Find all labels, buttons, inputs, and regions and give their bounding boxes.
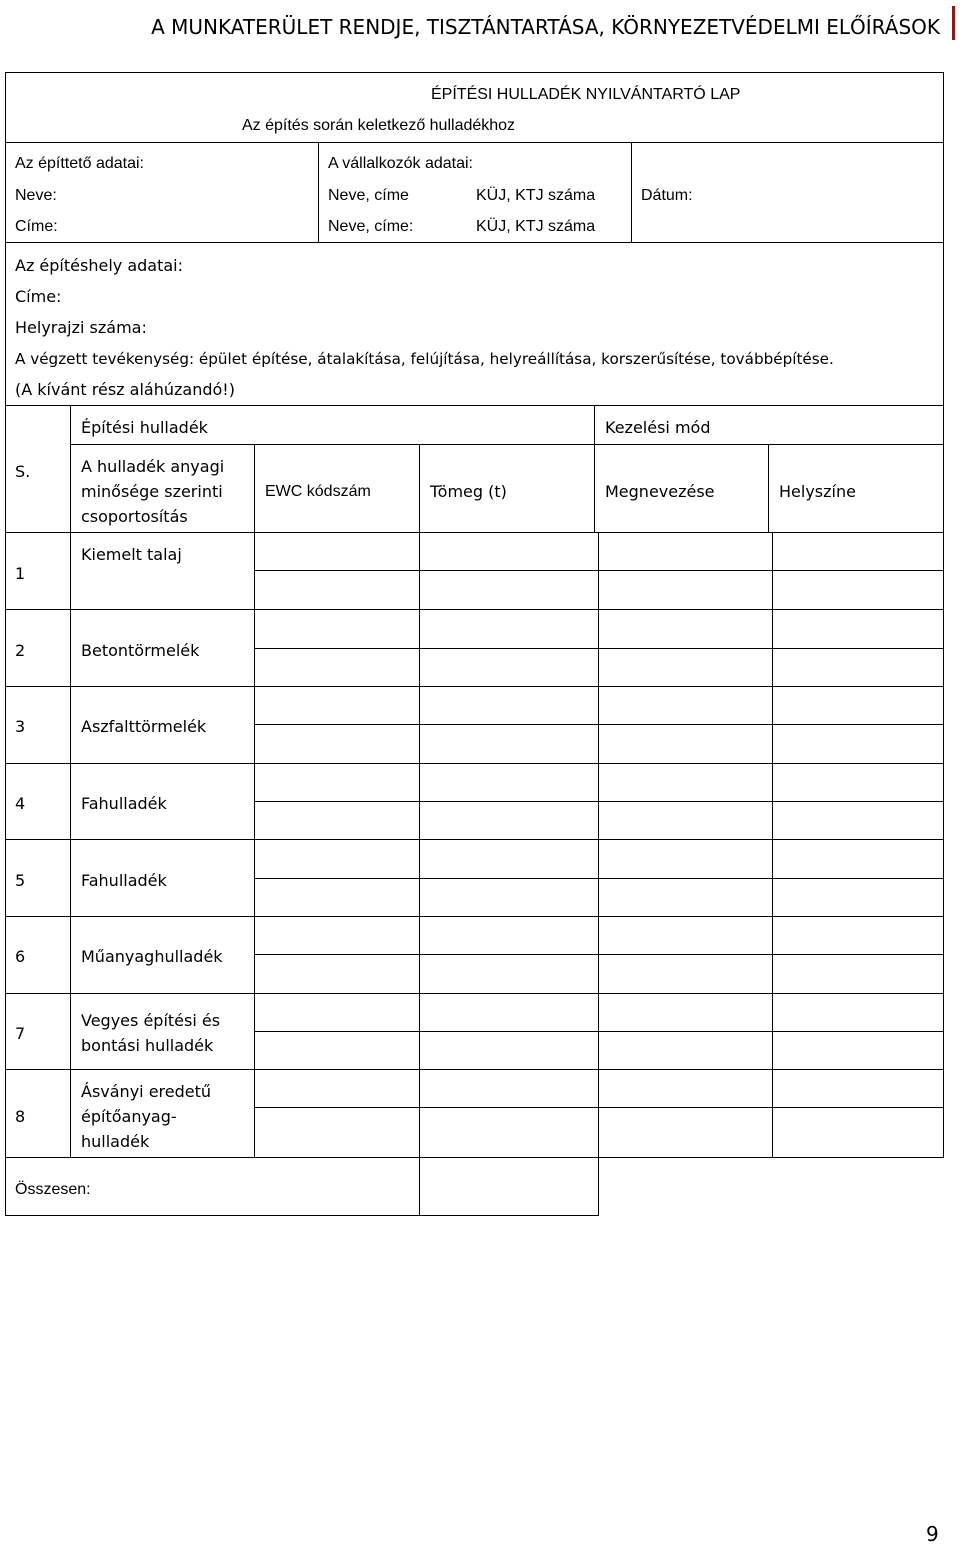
contractor-name-label: Neve, címe — [328, 187, 409, 204]
border — [254, 801, 944, 802]
border — [70, 444, 944, 445]
border — [254, 648, 944, 649]
col-category-header — [81, 454, 224, 529]
total-label: Összesen: — [15, 1181, 91, 1198]
row-label: Kiemelt talaj — [81, 545, 182, 564]
client-name-label: Neve: — [15, 187, 57, 204]
form-title: ÉPÍTÉSI HULLADÉK NYILVÁNTARTÓ LAP — [431, 86, 741, 103]
border — [5, 839, 944, 840]
row-number: 3 — [15, 717, 26, 736]
contractor-id-label: KÜJ, KTJ száma — [476, 218, 596, 235]
border — [772, 532, 773, 1158]
border — [5, 72, 944, 73]
border — [254, 570, 944, 571]
form-subtitle: Az építés során keletkező hulladékhoz — [242, 117, 516, 134]
border — [5, 686, 944, 687]
border — [5, 916, 944, 917]
row-number: 2 — [15, 641, 26, 660]
border — [254, 878, 944, 879]
site-address-label: Címe: — [15, 287, 62, 306]
border — [768, 444, 769, 533]
row-label — [81, 1079, 211, 1154]
border — [254, 1031, 944, 1032]
border — [598, 532, 599, 1216]
border — [318, 142, 319, 243]
page-number: 9 — [926, 1522, 939, 1546]
contractor-name-label: Neve, címe: — [328, 218, 414, 235]
row-label: Fahulladék — [81, 871, 167, 890]
row-number: 7 — [15, 1024, 26, 1043]
border — [5, 993, 944, 994]
border — [5, 72, 6, 1216]
row-number: 6 — [15, 947, 26, 966]
date-label: Dátum: — [641, 187, 693, 204]
site-heading: Az építéshely adatai: — [15, 256, 183, 275]
site-lot-label: Helyrajzi száma: — [15, 318, 147, 337]
row-number: 4 — [15, 794, 26, 813]
col-ewc-header: EWC kódszám — [265, 483, 371, 500]
border — [5, 142, 944, 143]
row-number: 8 — [15, 1107, 26, 1126]
border — [254, 954, 944, 955]
row-label-line: építőanyag- — [81, 1107, 177, 1126]
col-mass-header: Tömeg (t) — [430, 482, 507, 501]
contractors-heading: A vállalkozók adatai: — [328, 155, 473, 172]
running-header: A MUNKATERÜLET RENDJE, TISZTÁNTARTÁSA, KÖRNYEZETVÉDELMI ELŐÍRÁSOK — [151, 15, 940, 39]
row-label: Fahulladék — [81, 794, 167, 813]
col-category-line: csoportosítás — [81, 507, 188, 526]
row-number: 1 — [15, 564, 26, 583]
col-category-line: A hulladék anyagi — [81, 457, 225, 476]
border — [5, 1157, 944, 1158]
group-handling-header: Kezelési mód — [605, 418, 711, 437]
border — [419, 532, 420, 1216]
col-category-line: minősége szerinti — [81, 482, 223, 501]
border — [5, 532, 944, 533]
border — [254, 444, 255, 1158]
border — [254, 724, 944, 725]
border — [70, 405, 71, 1158]
row-label-line: Vegyes építési és — [81, 1011, 221, 1030]
border — [5, 763, 944, 764]
row-label: Aszfalttörmelék — [81, 717, 207, 736]
site-note: (A kívánt rész aláhúzandó!) — [15, 380, 235, 399]
contractor-id-label: KÜJ, KTJ száma — [476, 187, 596, 204]
row-label-line: Ásványi eredetű — [81, 1082, 212, 1101]
border — [5, 405, 944, 406]
border — [5, 609, 944, 610]
row-label: Műanyaghulladék — [81, 947, 223, 966]
col-place-header: Helyszíne — [779, 482, 856, 501]
header-rule — [952, 6, 955, 40]
border — [419, 444, 420, 533]
border — [5, 1069, 944, 1070]
row-label — [81, 1008, 220, 1058]
border — [594, 405, 595, 533]
col-name-header: Megnevezése — [605, 482, 715, 501]
row-label: Betontörmelék — [81, 641, 200, 660]
border — [631, 142, 632, 243]
site-activity: A végzett tevékenység: épület építése, átalakítása, felújítása, helyreállítása, korszerűsítése, továbbépítése. — [15, 350, 834, 368]
border — [943, 72, 944, 1158]
row-number: 5 — [15, 871, 26, 890]
row-label-line: bontási hulladék — [81, 1036, 214, 1055]
border — [5, 242, 944, 243]
border — [254, 1107, 944, 1108]
border — [5, 1215, 599, 1216]
client-heading: Az építtető adatai: — [15, 155, 144, 172]
col-number-header: S. — [15, 462, 31, 481]
row-label-line: hulladék — [81, 1132, 150, 1151]
group-waste-header: Építési hulladék — [81, 418, 208, 437]
client-address-label: Címe: — [15, 218, 58, 235]
